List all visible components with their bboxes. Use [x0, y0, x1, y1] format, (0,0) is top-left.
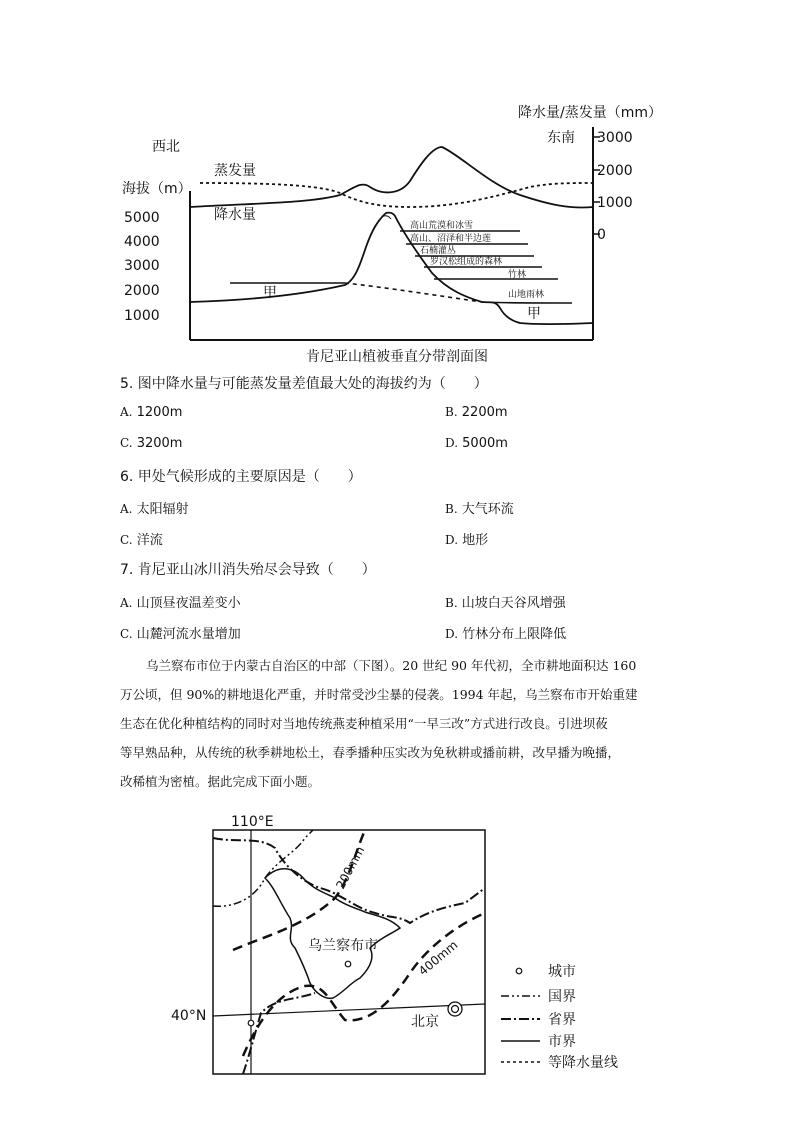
capital-marker	[448, 1002, 462, 1016]
jia-label-right: 甲	[527, 306, 541, 322]
city-name: 乌兰察布市	[308, 938, 378, 954]
left-tick: 4000	[124, 234, 160, 250]
passage-line: 改稀植为密植。据此完成下面小题。	[120, 774, 321, 789]
figure-caption: 肯尼亚山植被垂直分带剖面图	[306, 349, 488, 365]
question-7: 7. 肯尼亚山冰川消失殆尽会导致（ ）	[120, 562, 376, 578]
zone-label: 高山、沼泽和半边莲	[410, 234, 492, 244]
city-border	[265, 869, 400, 999]
option-6b[interactable]: B. 大气环流	[445, 502, 514, 517]
map-figure	[165, 808, 645, 1080]
latitude-label: 40°N	[171, 1008, 207, 1024]
option-6d[interactable]: D. 地形	[445, 533, 489, 548]
zone-label: 竹林	[508, 270, 527, 280]
legend-city-symbol	[516, 968, 522, 974]
passage	[120, 651, 680, 796]
right-tick: 2000	[597, 163, 633, 179]
left-tick: 1000	[124, 308, 160, 324]
zone-label: 石楠灌丛	[420, 246, 457, 256]
right-tick: 0	[597, 227, 606, 243]
longitude-label: 110°E	[231, 814, 274, 830]
city-marker	[345, 961, 351, 967]
evaporation-label: 蒸发量	[214, 163, 256, 179]
passage-line: 生态在优化种植结构的同时对当地传统燕麦种植采用“一早三改”方式进行改良。引进坝莜	[120, 716, 608, 731]
legend-label: 国界	[548, 989, 576, 1005]
question-5: 5. 图中降水量与可能蒸发量差值最大处的海拔约为（ ）	[120, 376, 488, 392]
legend-label: 等降水量线	[548, 1055, 618, 1071]
southeast-label: 东南	[547, 130, 575, 146]
parallel-40	[213, 1004, 485, 1016]
option-7a[interactable]: A. 山顶昼夜温差变小	[120, 596, 241, 611]
option-5d[interactable]: D. 5000m	[445, 436, 508, 451]
option-7b[interactable]: B. 山坡白天谷风增强	[445, 596, 566, 611]
northwest-label: 西北	[152, 139, 180, 155]
right-tick: 1000	[597, 195, 633, 211]
passage-line: 乌兰察布市位于内蒙古自治区的中部（下图）。20 世纪 90 年代初，全市耕地面积达 160	[146, 658, 637, 673]
isohyet-400	[243, 913, 485, 1056]
option-5c[interactable]: C. 3200m	[120, 436, 183, 451]
left-tick: 3000	[124, 258, 160, 274]
passage-line: 万公顷，但 90%的耕地退化严重，并时常受沙尘暴的侵袭。1994 年起，乌兰察布市开始重建	[120, 687, 638, 702]
legend-label: 省界	[548, 1012, 576, 1028]
isohyet-200-label: 200mm	[333, 843, 368, 892]
legend-label: 市界	[548, 1034, 576, 1050]
zone-label: 山地雨林	[508, 290, 545, 300]
option-7c[interactable]: C. 山麓河流水量增加	[120, 627, 241, 642]
jia-label-left: 甲	[263, 285, 277, 301]
precipitation-label: 降水量	[214, 207, 256, 223]
isohyet-400-label: 400mm	[415, 937, 461, 979]
city-marker-small	[248, 1020, 254, 1026]
zone-label: 罗汉松组成的森林	[430, 257, 503, 267]
left-tick: 2000	[124, 283, 160, 299]
altitude-axis-title: 海拔（m）	[122, 181, 192, 197]
right-tick: 3000	[597, 130, 633, 146]
left-tick: 5000	[124, 210, 160, 226]
capital-name: 北京	[411, 1014, 439, 1030]
option-5b[interactable]: B. 2200m	[445, 405, 508, 420]
jia-line-right	[482, 302, 572, 303]
option-6c[interactable]: C. 洋流	[120, 533, 163, 548]
option-7d[interactable]: D. 竹林分布上限降低	[445, 627, 567, 642]
question-6: 6. 甲处气候形成的主要原因是（ ）	[120, 469, 362, 485]
profile-figure	[110, 95, 680, 370]
option-6a[interactable]: A. 太阳辐射	[120, 502, 189, 517]
right-axis-title: 降水量/蒸发量（mm）	[518, 105, 662, 121]
passage-line: 等早熟品种，从传统的秋季耕地松土，春季播种压实改为免秋耕或播前耕，改早播为晚播，	[120, 745, 621, 760]
legend-label: 城市	[548, 964, 576, 980]
option-5a[interactable]: A. 1200m	[120, 405, 183, 420]
zone-label: 高山荒漠和冰雪	[410, 221, 474, 231]
